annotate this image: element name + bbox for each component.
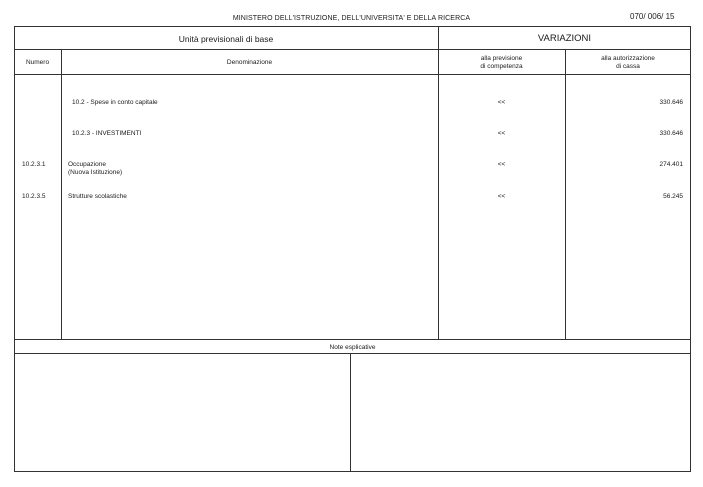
cassa-label-line2: di cassa: [616, 63, 640, 70]
column-header-cassa: [565, 55, 691, 71]
row-numero: 10.2.3.1: [22, 161, 46, 168]
row-denominazione: 10.2 - Spese in conto capitale: [72, 99, 158, 106]
table-bottom-divider: [14, 339, 691, 340]
row-competenza: <<: [497, 161, 506, 168]
notes-left-area: [15, 354, 350, 471]
row-denominazione-note: (Nuova Istituzione): [68, 169, 123, 176]
variazioni-divider: [438, 26, 439, 339]
cassa-label-line1: alla autorizzazione: [601, 55, 655, 62]
column-header-previsione: [438, 55, 565, 71]
notes-right-area: [351, 354, 690, 471]
row-cassa: 330.646: [659, 130, 683, 137]
column-header-denominazione: Denominazione: [226, 59, 273, 66]
ministry-title: MINISTERO DELL'ISTRUZIONE, DELL'UNIVERSITA' E DELLA RICERCA: [232, 15, 471, 22]
unita-previsionali-header: Unità previsionali di base: [178, 34, 274, 44]
row-cassa: 56.245: [663, 193, 683, 200]
row-denominazione: 10.2.3 - INVESTIMENTI: [72, 130, 142, 137]
previsione-label-line2: di competenza: [480, 63, 523, 70]
row-numero: 10.2.3.5: [22, 193, 46, 200]
notes-title: Note esplicative: [329, 344, 376, 351]
row-denominazione: Strutture scolastiche: [68, 193, 127, 200]
row-cassa: 330.646: [659, 99, 683, 106]
previsione-label-line1: alla previsione: [480, 55, 523, 62]
header-divider: [14, 49, 691, 50]
column-header-divider: [14, 74, 691, 75]
numero-column-divider: [61, 49, 62, 339]
row-denominazione: Occupazione: [68, 161, 106, 168]
row-competenza: <<: [497, 130, 506, 137]
row-competenza: <<: [497, 193, 506, 200]
variazioni-header: VARIAZIONI: [537, 33, 592, 44]
page-code: 070/ 006/ 15: [630, 12, 675, 21]
column-header-numero: Numero: [25, 59, 50, 66]
row-cassa: 274.401: [659, 161, 683, 168]
row-competenza: <<: [497, 99, 506, 106]
